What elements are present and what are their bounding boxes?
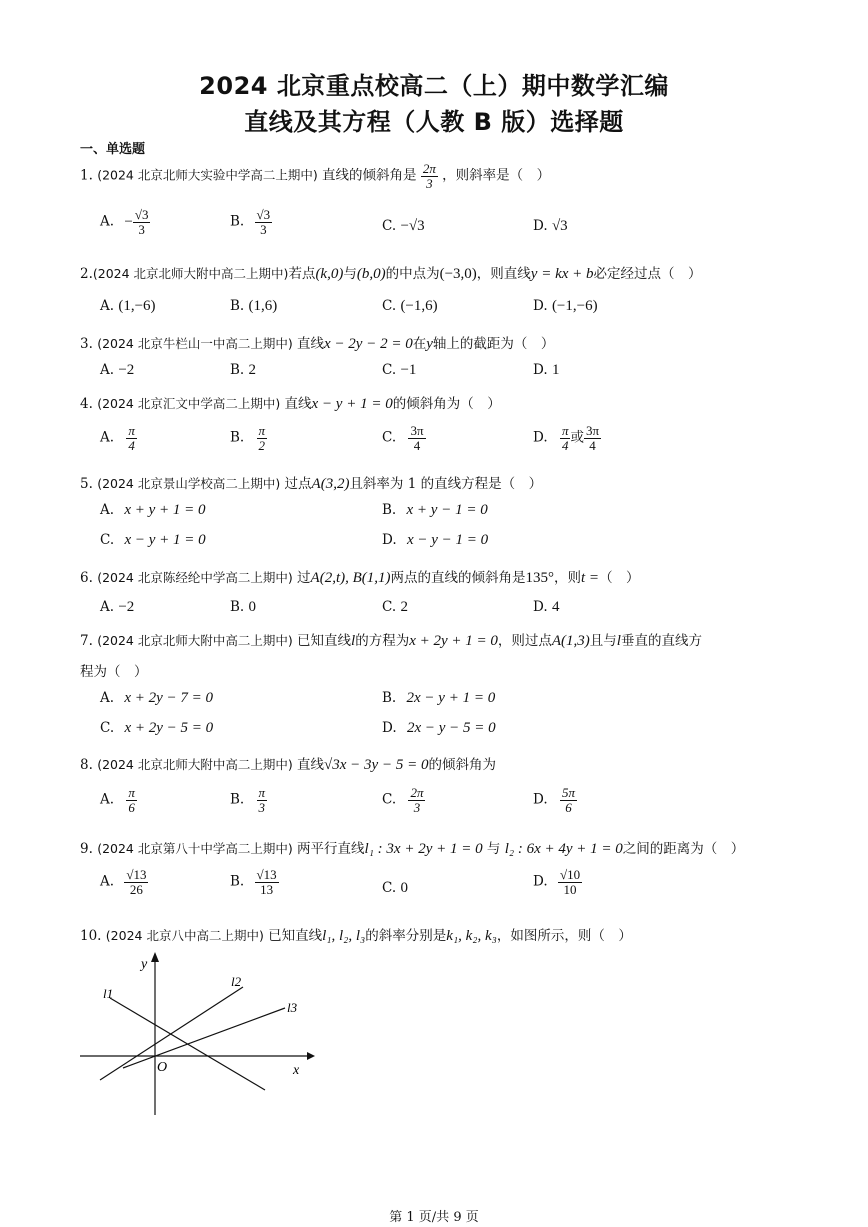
option-b: B. $\frac{\pi}{3}$: [230, 785, 266, 815]
question-2: 2.(2024 北京北师大附中高二上期中)若点(k,0)与(b,0)的中点为(−3,0)，则直线y = kx + b必定经过点（ ）: [80, 266, 702, 282]
option-d: D. (−1,−6): [533, 298, 598, 314]
question-5: 5. (2024 北京景山学校高二上期中) 过点A(3,2)且斜率为 1 的直线方程是（ ）: [80, 476, 543, 492]
option-c: C. −√3: [382, 218, 425, 234]
line-l3: [123, 1008, 285, 1068]
x-axis-arrow: [307, 1052, 315, 1060]
option-d: D. √3: [533, 218, 568, 234]
question-10: 10. (2024 北京八中高二上期中) 已知直线l₁, l₂, l₃的斜率分别是k₁, k₂, k₃，如图所示，则（ ）: [80, 928, 632, 944]
question-7: 7. (2024 北京北师大附中高二上期中) 已知直线l的方程为x + 2y + 1 = 0，则过点A(1,3)且与l垂直的直线方: [80, 633, 702, 649]
option-c: C. $\frac{3\pi}{4}$: [382, 423, 424, 453]
option-a: A. $\frac{\pi}{6}$: [100, 785, 135, 815]
lines-figure: [75, 950, 315, 1120]
option-b: B. (1,6): [230, 298, 278, 314]
option-d: D. $\frac{5\pi}{6}$: [533, 785, 575, 815]
option-d: D. $\frac{√10}{10}$: [533, 867, 581, 897]
option-a: A. x + 2y − 7 = 0: [100, 690, 214, 706]
option-a: A. $\frac{\pi}{4}$: [100, 423, 135, 453]
option-b: B. 2x − y + 1 = 0: [382, 690, 496, 706]
option-c: C. (−1,6): [382, 298, 438, 314]
y-axis-arrow: [151, 952, 159, 962]
l2-label: l2: [231, 974, 242, 989]
option-a: A. −2: [100, 362, 135, 378]
question-7-line2: 程为（ ）: [80, 664, 148, 680]
option-a: A. x + y + 1 = 0: [100, 502, 206, 518]
option-d: D. 2x − y − 5 = 0: [382, 720, 496, 736]
option-d: D. 4: [533, 599, 560, 615]
question-number: 1.: [80, 167, 93, 184]
option-b: B. 2: [230, 362, 257, 378]
question-9: 9. (2024 北京第八十中学高二上期中) 两平行直线l₁ : 3x + 2y + 1 = 0 与 l₂ : 6x + 4y + 1 = 0之间的距离为（ ）: [80, 841, 745, 857]
option-d: D. $\frac{\pi}{4}$ 或 $\frac{3\pi}{4}$: [533, 423, 600, 453]
origin-label: O: [157, 1060, 168, 1075]
option-d: D. x − y − 1 = 0: [382, 532, 489, 548]
option-b: B. x + y − 1 = 0: [382, 502, 488, 518]
y-axis-label: y: [141, 957, 148, 972]
option-b: B. $\frac{\pi}{2}$: [230, 423, 266, 453]
option-c: C. −1: [382, 362, 417, 378]
option-a: A. −2: [100, 599, 135, 615]
option-c: C. $\frac{2\pi}{3}$: [382, 785, 424, 815]
option-c: C. 2: [382, 599, 408, 615]
question-stem: 直线的倾斜角是: [322, 167, 417, 184]
option-a: A. (1,−6): [100, 298, 156, 314]
question-tail: ，则斜率是（ ）: [442, 167, 551, 184]
option-c: C. x − y + 1 = 0: [100, 532, 206, 548]
page-title-line1: 2024 北京重点校高二（上）期中数学汇编: [199, 72, 669, 100]
page-title-line2: 直线及其方程（人教 B 版）选择题: [244, 108, 624, 136]
question-8: 8. (2024 北京北师大附中高二上期中) 直线√3x − 3y − 5 = 0的倾斜角为: [80, 757, 496, 773]
option-d: D. 1: [533, 362, 560, 378]
page-footer: 第 1 页/共 9 页: [389, 1210, 479, 1225]
question-3: 3. (2024 北京牛栏山一中高二上期中) 直线x − 2y − 2 = 0在y轴上的截距为（ ）: [80, 336, 555, 352]
option-b: B. $\frac{√13}{13}$: [230, 867, 277, 897]
l1-label: l1: [103, 986, 114, 1001]
question-4: 4. (2024 北京汇文中学高二上期中) 直线x − y + 1 = 0的倾斜角为（ ）: [80, 396, 501, 412]
option-a: A. − $\frac{√3}{3}$: [100, 207, 149, 237]
question-6: 6. (2024 北京陈经纶中学高二上期中) 过A(2,t), B(1,1)两点的直线的倾斜角是135°，则t =（ ）: [80, 570, 640, 586]
option-c: C. x + 2y − 5 = 0: [100, 720, 214, 736]
option-c: C. 0: [382, 880, 408, 896]
question-1: [80, 162, 550, 190]
line-l2: [100, 987, 243, 1080]
option-b: B. 0: [230, 599, 257, 615]
l3-label: l3: [287, 1000, 298, 1015]
x-axis-label: x: [293, 1063, 300, 1078]
section-heading: 一、单选题: [80, 142, 146, 157]
question-source: (2024 北京北师大实验中学高二上期中): [97, 167, 318, 183]
option-b: B. $\frac{√3}{3}$: [230, 207, 271, 237]
fraction: $\frac{2\pi}{3}$: [422, 161, 436, 191]
option-a: A. $\frac{√13}{26}$: [100, 867, 147, 897]
